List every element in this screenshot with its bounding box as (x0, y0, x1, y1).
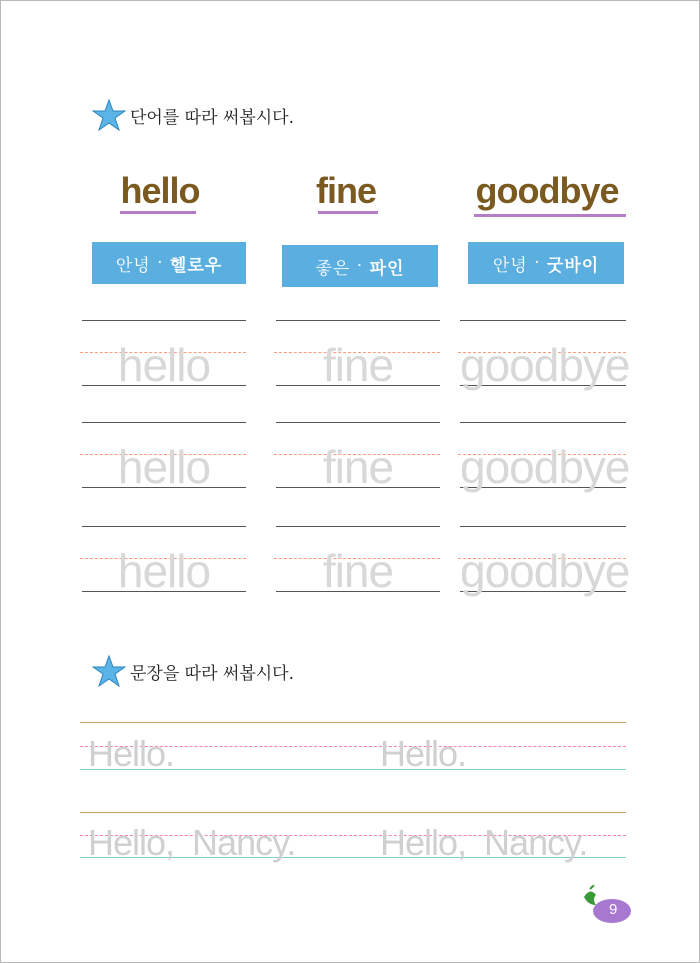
word-goodbye: goodbye (475, 170, 619, 211)
practice-trace-word: goodbye (460, 545, 630, 597)
eggplant-icon (580, 885, 632, 925)
practice-top-line (276, 422, 440, 423)
practice-top-line (82, 526, 246, 527)
sentence-trace: Hello, Nancy. (88, 822, 296, 863)
word-underline (120, 211, 196, 214)
tag-meaning: 좋은 (315, 258, 351, 279)
word-hello: hello (120, 170, 200, 211)
star-icon (92, 654, 126, 688)
practice-trace-word: fine (322, 545, 394, 597)
tag-meaning: 안녕 (115, 255, 151, 276)
practice-trace-word: fine (322, 339, 394, 391)
page-number: 9 (609, 901, 618, 918)
practice-top-line (460, 422, 626, 423)
practice-top-line (276, 320, 440, 321)
page-number-badge (580, 885, 632, 930)
sentence-trace: Hello. (88, 733, 175, 774)
section-header-sentences (92, 654, 294, 688)
tag-reading: 굿바이 (546, 255, 600, 276)
tag-meaning: 안녕 (492, 255, 528, 276)
instruction-sentences: 문장을 따라 써봅시다. (130, 663, 295, 684)
instruction-words: 단어를 따라 써봅시다. (130, 107, 295, 128)
practice-trace-word: hello (117, 545, 211, 597)
practice-top-line (460, 526, 626, 527)
tag-hello (92, 242, 246, 284)
word-fine: fine (315, 170, 376, 211)
tag-separator: · (356, 256, 364, 276)
sentence-trace: Hello, Nancy. (380, 822, 588, 863)
tag-separator: · (534, 253, 541, 273)
practice-trace-word: fine (322, 441, 394, 493)
tag-separator: · (157, 253, 164, 273)
practice-trace-word: hello (117, 441, 211, 493)
practice-top-line (460, 320, 626, 321)
practice-top-line (82, 320, 246, 321)
sentence-top-line (80, 812, 626, 813)
word-underline (318, 211, 378, 214)
practice-top-line (276, 526, 440, 527)
practice-top-line (82, 422, 246, 423)
tag-fine (282, 245, 438, 287)
practice-trace-word: goodbye (460, 339, 630, 391)
tag-goodbye (468, 242, 624, 284)
practice-trace-word: goodbye (460, 441, 630, 493)
practice-trace-word: hello (117, 339, 211, 391)
sentence-trace: Hello. (380, 733, 467, 774)
star-icon (92, 98, 126, 132)
section-header-words (92, 98, 294, 132)
sentence-top-line (80, 722, 626, 723)
word-underline (474, 214, 626, 217)
tag-reading: 파인 (369, 258, 405, 279)
tag-reading: 헬로우 (169, 255, 223, 276)
